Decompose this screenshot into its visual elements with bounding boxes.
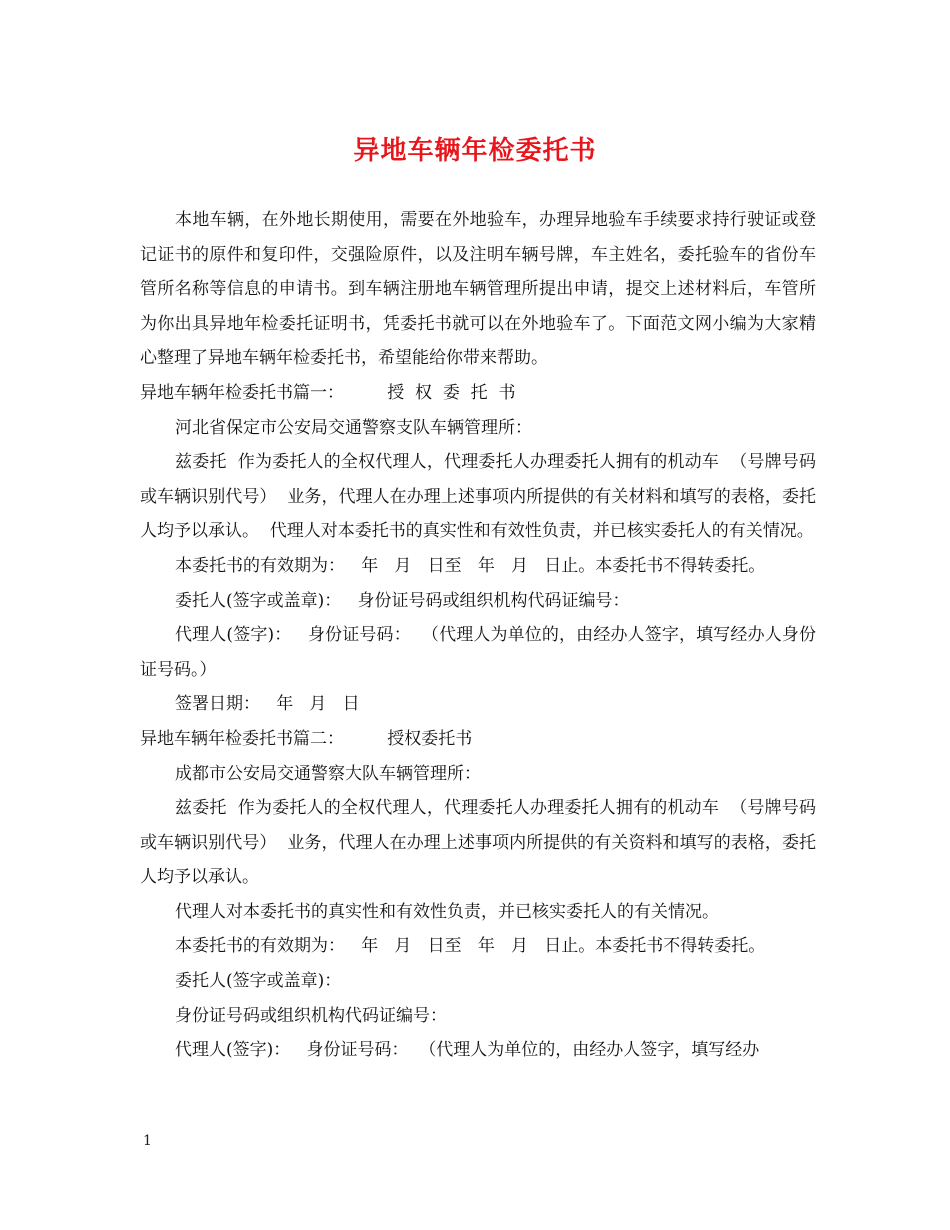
agent-line-2: 代理人(签字)： 身份证号码： （代理人为单位的，由经办人签字，填写经办 <box>175 1040 760 1061</box>
document-body <box>140 203 816 1068</box>
delegation-paragraph-2: 兹委托 作为委托人的全权代理人，代理委托人办理委托人拥有的机动车 （号牌号码或车辆识别代号） 业务，代理人在办理上述事项内所提供的有关资料和填写的表格，委托人均予以承认。 <box>140 798 816 888</box>
responsibility-line-2: 代理人对本委托书的真实性和有效性负责，并已核实委托人的有关情况。 <box>175 901 719 922</box>
delegation-paragraph-1: 兹委托 作为委托人的全权代理人，代理委托人办理委托人拥有的机动车 （号牌号码或车辆识别代号） 业务，代理人在办理上述事项内所提供的有关材料和填写的表格，委托人均予以承认。 代理人对本委托书的真实性和有效性负责，并已核实委托人的有关情况。 <box>140 452 816 542</box>
section-heading-2: 异地车辆年检委托书篇二： 授权委托书 <box>140 728 473 749</box>
principal-line-2: 委托人(签字或盖章)： <box>175 971 342 992</box>
principal-line-1: 委托人(签字或盖章)： 身份证号码或组织机构代码证编号： <box>175 590 630 611</box>
validity-line-2: 本委托书的有效期为： 年 月 日至 年 月 日止。本委托书不得转委托。 <box>175 936 766 957</box>
agent-line-1: 代理人(签字)： 身份证号码： （代理人为单位的，由经办人签字，填写经办人身份证号码。） <box>140 625 816 680</box>
intro-paragraph: 本地车辆，在外地长期使用，需要在外地验车，办理异地验车手续要求持行驶证或登记证书的原件和复印件，交强险原件，以及注明车辆号牌，车主姓名，委托验车的省份车管所名称等信息的申请书。到车辆注册地车辆管理所提出申请，提交上述材料后，车管所为你出具异地年检委托证明书，凭委托书就可以在外地验车了。下面范文网小编为大家精心整理了异地车辆年检委托书，希望能给你带来帮助。 <box>140 210 816 369</box>
page-number: 1 <box>143 1133 152 1149</box>
id-number-line-2: 身份证号码或组织机构代码证编号： <box>175 1005 447 1026</box>
document-title: 异地车辆年检委托书 <box>353 136 597 166</box>
validity-line-1: 本委托书的有效期为： 年 月 日至 年 月 日止。本委托书不得转委托。 <box>175 555 766 576</box>
section-heading-1: 异地车辆年检委托书篇一： 授 权 委 托 书 <box>140 382 516 403</box>
addressee-2: 成都市公安局交通警察大队车辆管理所： <box>175 763 481 784</box>
signing-date-line: 签署日期： 年 月 日 <box>175 694 360 715</box>
addressee-1: 河北省保定市公安局交通警察支队车辆管理所： <box>175 417 532 438</box>
